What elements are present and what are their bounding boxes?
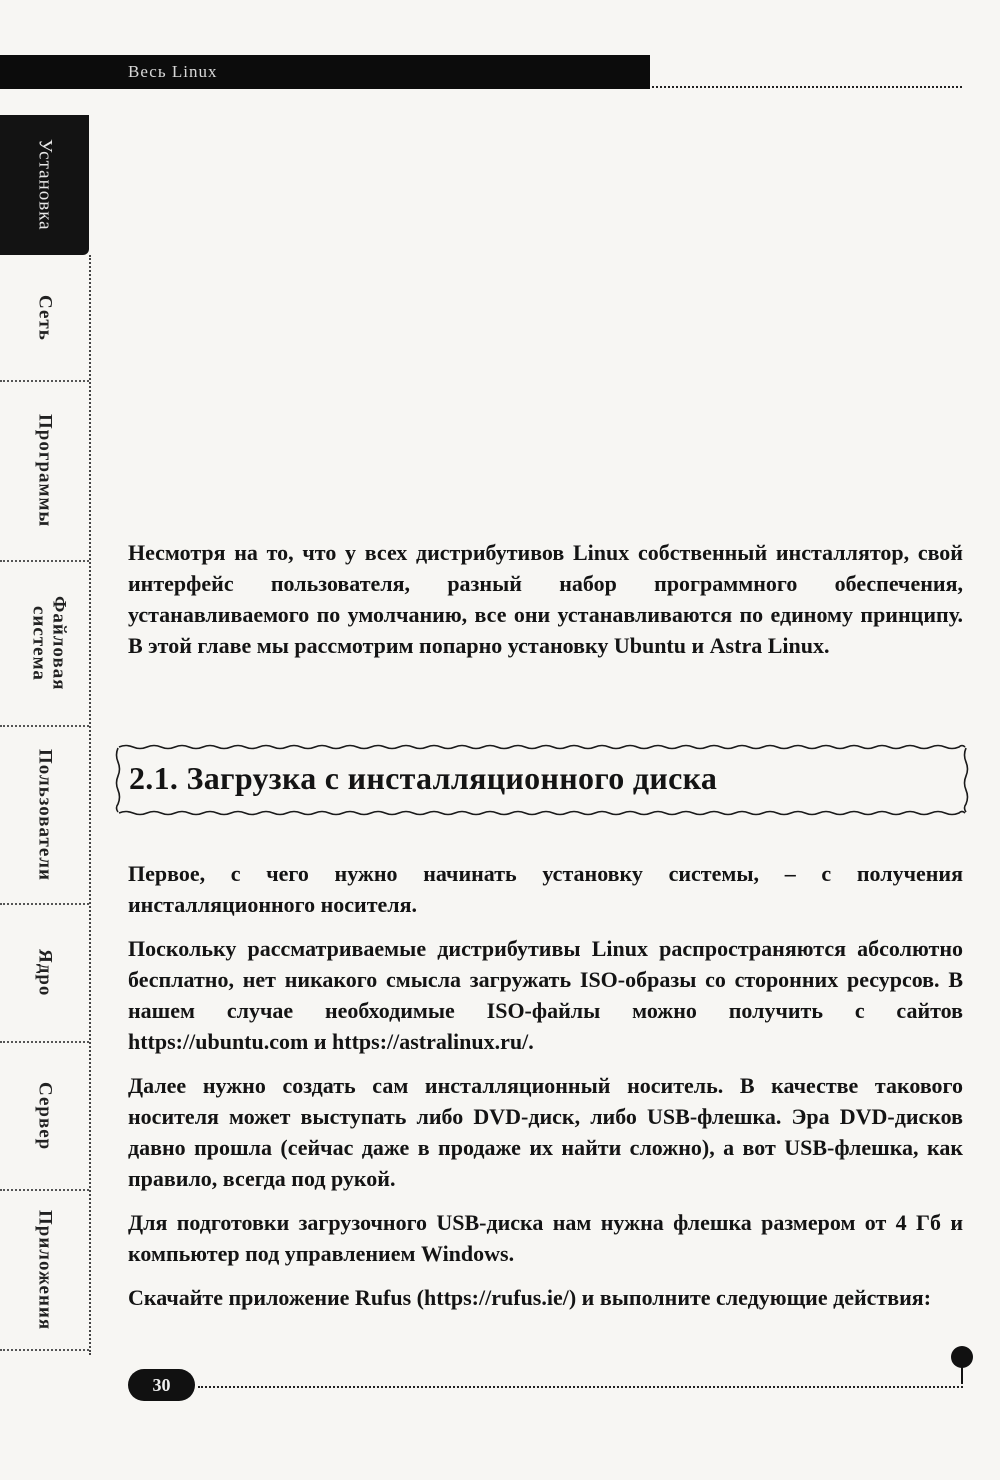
- sidebar-tab-label: Программы: [34, 414, 56, 528]
- sidebar-tab-network[interactable]: [0, 255, 89, 382]
- footer-bullet-stem: [961, 1364, 963, 1384]
- body-paragraph: Для подготовки загрузочного USB-диска нам нужна флешка размером от 4 Гб и компьютер под управлением Windows.: [128, 1210, 963, 1266]
- sidebar-tab-server[interactable]: [0, 1043, 89, 1191]
- header-dotted-rule: [652, 86, 962, 88]
- sidebar-tab-label: Сервер: [34, 1081, 56, 1151]
- section-body: [128, 858, 963, 1326]
- running-header: [0, 55, 650, 89]
- sidebar-tab-label: Сеть: [34, 294, 56, 341]
- sidebar-tab-filesystem[interactable]: [0, 562, 89, 727]
- sidebar-tab-label: Файловая система: [28, 596, 70, 691]
- body-paragraph: Скачайте приложение Rufus (https://rufus.ie/) и выполните следующие действия:: [128, 1285, 932, 1310]
- sidebar-tab-installation[interactable]: [0, 115, 89, 255]
- sidebar-tab-label: Установка: [34, 139, 56, 231]
- sidebar-tab-label: Приложения: [34, 1209, 56, 1331]
- sidebar-tab-programs[interactable]: [0, 382, 89, 562]
- page-number: 30: [128, 1369, 195, 1401]
- intro-paragraph: Несмотря на то, что у всех дистрибутивов Linux собственный инсталлятор, свой интерфейс пользователя, разный набор программного обеспечения, устанавливаемого по умолчанию, все они устанавливаются по единому принципу. В этой главе мы рассмотрим попарно установку Ubuntu и Astra Linux.: [128, 540, 963, 658]
- body-paragraph: Первое, с чего нужно начинать установку системы, – с получения инсталляционного носителя.: [128, 861, 963, 917]
- sidebar-tab-label: Пользователи: [34, 749, 56, 881]
- intro-block: [128, 537, 963, 674]
- section-heading-box: [113, 742, 971, 818]
- section-title: 2.1. Загрузка с инсталляционного диска: [129, 760, 718, 796]
- body-paragraph: Поскольку рассматриваемые дистрибутивы Linux распространяются абсолютно бесплатно, нет никакого смысла загружать ISO-образы со сторонних ресурсов. В нашем случае необходимые ISO-файлы можно получить с сайтов https://ubuntu.com и https://astralinux.ru/.: [128, 936, 963, 1054]
- book-title: Весь Linux: [128, 62, 218, 81]
- sidebar-tab-applications[interactable]: [0, 1191, 89, 1351]
- body-paragraph: Далее нужно создать сам инсталляционный носитель. В качестве такового носителя может выступать либо DVD-диск, либо USB-флешка. Эра DVD-дисков давно прошла (сейчас даже в продаже их найти сложно), а вот USB-флешка, как правило, всегда под рукой.: [128, 1073, 963, 1191]
- footer-dotted-rule: [198, 1386, 963, 1388]
- sidebar-tab-users[interactable]: [0, 727, 89, 905]
- sidebar-tab-label: Ядро: [34, 949, 56, 997]
- sidebar-dotted-rule: [89, 255, 91, 1355]
- sidebar-tab-kernel[interactable]: [0, 905, 89, 1043]
